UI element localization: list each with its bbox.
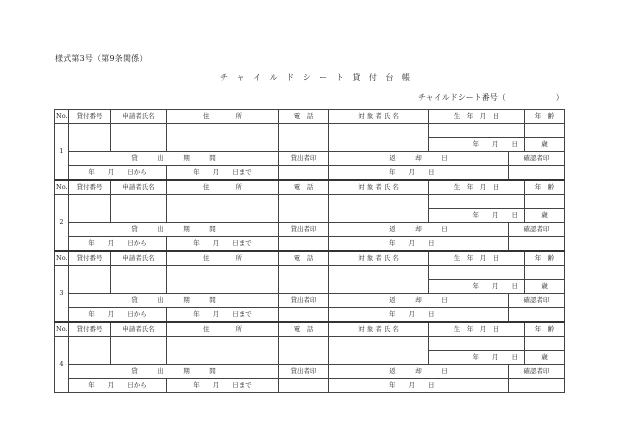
lender-seal-label: 貸出者印 (279, 152, 329, 166)
loan-period-label: 貸 出 期 間 (69, 152, 279, 166)
period-from-cell: 年 月 日から (69, 166, 167, 181)
period-to-cell: 年 月 日まで (167, 379, 279, 393)
document-title: チ ャ イ ル ド シ ー ト 貸 付 台 帳 (220, 73, 410, 82)
lender-seal-label: 貸出者印 (279, 294, 329, 308)
col-age-header: 年 齢 (525, 251, 565, 266)
loan-no-cell[interactable] (69, 337, 111, 365)
col-applicant-header: 申請者氏名 (111, 322, 167, 337)
record-number: 1 (55, 124, 69, 181)
header-row (55, 251, 565, 266)
record-row-c (55, 294, 565, 308)
col-applicant-header: 申請者氏名 (111, 110, 167, 124)
phone-cell[interactable] (279, 337, 329, 365)
col-loan-no-header: 貸付番号 (69, 251, 111, 266)
col-address-header: 住 所 (167, 180, 279, 195)
confirmer-seal-label: 確認者印 (509, 294, 565, 308)
record-row-a (55, 124, 565, 138)
applicant-cell[interactable] (111, 337, 167, 365)
col-address-header: 住 所 (167, 110, 279, 124)
lender-seal-blank[interactable] (279, 237, 329, 252)
col-address-header: 住 所 (167, 322, 279, 337)
age-unit-cell: 歳 (525, 351, 565, 365)
col-phone-header: 電 話 (279, 322, 329, 337)
record-row-c (55, 223, 565, 237)
birth-date-blank[interactable] (429, 266, 525, 280)
applicant-cell[interactable] (111, 266, 167, 294)
birth-date-blank[interactable] (429, 195, 525, 209)
record-number: 2 (55, 195, 69, 252)
subject-cell[interactable] (329, 337, 429, 365)
col-applicant-header: 申請者氏名 (111, 251, 167, 266)
col-phone-header: 電 話 (279, 180, 329, 195)
age-unit-cell: 歳 (525, 209, 565, 223)
col-subject-header: 対 象 者 氏 名 (329, 180, 429, 195)
record-row-c (55, 152, 565, 166)
phone-cell[interactable] (279, 195, 329, 223)
birth-date-cell: 年 月 日 (429, 209, 525, 223)
form-number-label: 様式第3号（第9条関係） (55, 54, 148, 63)
loan-period-label: 貸 出 期 間 (69, 223, 279, 237)
col-age-header: 年 齢 (525, 110, 565, 124)
col-birth-header: 生 年 月 日 (429, 322, 525, 337)
return-date-label: 返 却 日 (329, 152, 509, 166)
col-age-header: 年 齢 (525, 322, 565, 337)
lender-seal-label: 貸出者印 (279, 365, 329, 379)
record-row-d (55, 379, 565, 393)
col-phone-header: 電 話 (279, 110, 329, 124)
child-seat-number-label: チャイルドシート番号（ (418, 93, 506, 102)
period-from-cell: 年 月 日から (69, 308, 167, 323)
subject-cell[interactable] (329, 266, 429, 294)
age-unit-cell: 歳 (525, 280, 565, 294)
period-from-cell: 年 月 日から (69, 379, 167, 393)
record-row-d (55, 308, 565, 323)
address-cell[interactable] (167, 337, 279, 365)
col-address-header: 住 所 (167, 251, 279, 266)
col-no-header: No. (55, 110, 69, 124)
loan-no-cell[interactable] (69, 195, 111, 223)
lender-seal-label: 貸出者印 (279, 223, 329, 237)
col-subject-header: 対 象 者 氏 名 (329, 110, 429, 124)
applicant-cell[interactable] (111, 124, 167, 152)
col-loan-no-header: 貸付番号 (69, 180, 111, 195)
birth-date-blank[interactable] (429, 124, 525, 138)
return-date-cell: 年 月 日 (329, 166, 509, 181)
record-row-c (55, 365, 565, 379)
phone-cell[interactable] (279, 124, 329, 152)
col-birth-header: 生 年 月 日 (429, 110, 525, 124)
applicant-cell[interactable] (111, 195, 167, 223)
lender-seal-blank[interactable] (279, 166, 329, 181)
period-to-cell: 年 月 日まで (167, 237, 279, 252)
return-date-cell: 年 月 日 (329, 379, 509, 393)
return-date-label: 返 却 日 (329, 365, 509, 379)
loan-period-label: 貸 出 期 間 (69, 365, 279, 379)
col-no-header: No. (55, 180, 69, 195)
subject-cell[interactable] (329, 124, 429, 152)
loan-no-cell[interactable] (69, 266, 111, 294)
age-blank[interactable] (525, 337, 565, 351)
confirmer-seal-blank[interactable] (509, 308, 565, 323)
child-seat-number-field (418, 92, 564, 103)
return-date-cell: 年 月 日 (329, 308, 509, 323)
subject-cell[interactable] (329, 195, 429, 223)
period-to-cell: 年 月 日まで (167, 308, 279, 323)
header-row (55, 110, 565, 124)
col-applicant-header: 申請者氏名 (111, 180, 167, 195)
return-date-label: 返 却 日 (329, 223, 509, 237)
period-to-cell: 年 月 日まで (167, 166, 279, 181)
address-cell[interactable] (167, 266, 279, 294)
age-unit-cell: 歳 (525, 138, 565, 152)
confirmer-seal-label: 確認者印 (509, 152, 565, 166)
record-row-a (55, 337, 565, 351)
age-blank[interactable] (525, 266, 565, 280)
record-number: 3 (55, 266, 69, 323)
lender-seal-blank[interactable] (279, 308, 329, 323)
birth-date-blank[interactable] (429, 337, 525, 351)
phone-cell[interactable] (279, 266, 329, 294)
lender-seal-blank[interactable] (279, 379, 329, 393)
confirmer-seal-blank[interactable] (509, 166, 565, 181)
confirmer-seal-blank[interactable] (509, 237, 565, 252)
record-row-d (55, 166, 565, 181)
record-row-a (55, 195, 565, 209)
period-from-cell: 年 月 日から (69, 237, 167, 252)
loan-period-label: 貸 出 期 間 (69, 294, 279, 308)
record-row-a (55, 266, 565, 280)
loan-ledger-table (54, 109, 565, 393)
record-row-d (55, 237, 565, 252)
header-row (55, 180, 565, 195)
loan-no-cell[interactable] (69, 124, 111, 152)
record-number: 4 (55, 337, 69, 393)
return-date-label: 返 却 日 (329, 294, 509, 308)
col-loan-no-header: 貸付番号 (69, 322, 111, 337)
birth-date-cell: 年 月 日 (429, 280, 525, 294)
col-subject-header: 対 象 者 氏 名 (329, 251, 429, 266)
birth-date-cell: 年 月 日 (429, 138, 525, 152)
col-no-header: No. (55, 322, 69, 337)
col-birth-header: 生 年 月 日 (429, 251, 525, 266)
age-blank[interactable] (525, 195, 565, 209)
child-seat-number-close: ） (555, 93, 564, 102)
age-blank[interactable] (525, 124, 565, 138)
col-subject-header: 対 象 者 氏 名 (329, 322, 429, 337)
col-loan-no-header: 貸付番号 (69, 110, 111, 124)
birth-date-cell: 年 月 日 (429, 351, 525, 365)
address-cell[interactable] (167, 124, 279, 152)
header-row (55, 322, 565, 337)
address-cell[interactable] (167, 195, 279, 223)
col-phone-header: 電 話 (279, 251, 329, 266)
confirmer-seal-blank[interactable] (509, 379, 565, 393)
col-birth-header: 生 年 月 日 (429, 180, 525, 195)
return-date-cell: 年 月 日 (329, 237, 509, 252)
col-age-header: 年 齢 (525, 180, 565, 195)
confirmer-seal-label: 確認者印 (509, 365, 565, 379)
confirmer-seal-label: 確認者印 (509, 223, 565, 237)
col-no-header: No. (55, 251, 69, 266)
